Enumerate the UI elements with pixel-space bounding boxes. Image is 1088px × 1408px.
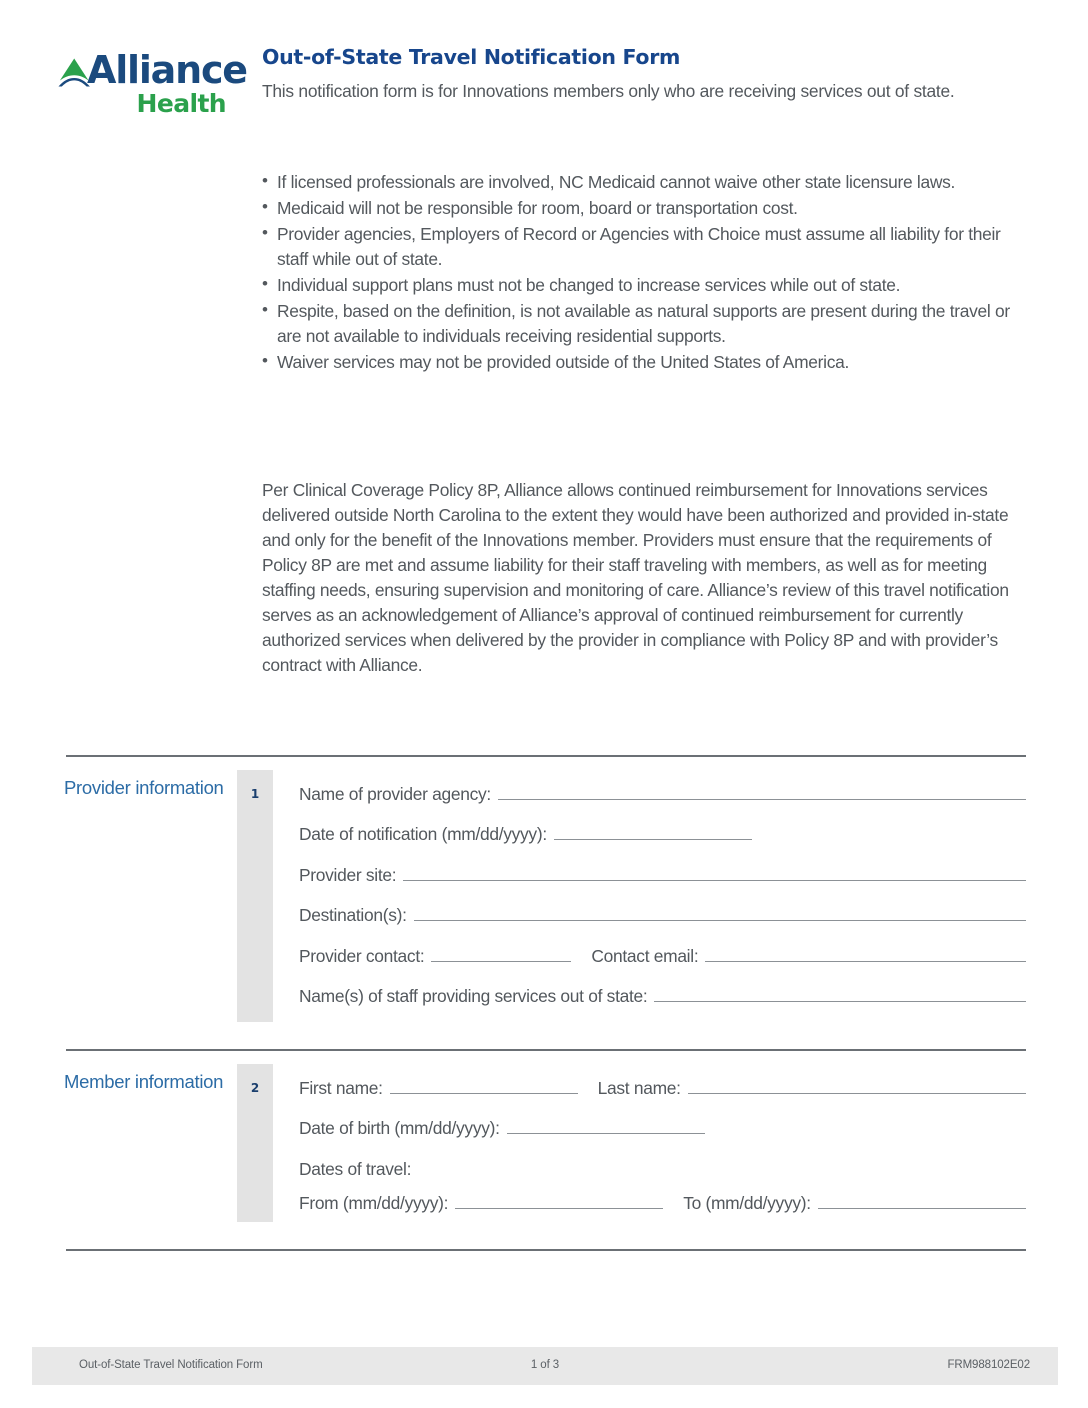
travel-from-input[interactable] [455, 1197, 663, 1209]
field-date-of-birth[interactable] [299, 1120, 1026, 1137]
member-fields [299, 1080, 1026, 1213]
last-name-input[interactable] [688, 1082, 1026, 1094]
field-label: To (mm/dd/yyyy): [683, 1193, 811, 1214]
date-of-birth-input[interactable] [507, 1122, 705, 1134]
field-label: Provider site: [299, 864, 397, 885]
requirements-bullet-list [262, 170, 1022, 377]
field-provider-site[interactable] [299, 864, 1026, 885]
member-information-section [0, 1064, 1088, 1244]
contact-email-input[interactable] [705, 950, 1026, 962]
logo-subwordmark: Health [136, 89, 226, 119]
field-date-of-notification[interactable] [299, 826, 1026, 843]
first-name-input[interactable] [390, 1082, 578, 1094]
provider-site-input[interactable] [403, 869, 1026, 881]
field-label: First name: [299, 1078, 383, 1098]
field-label: Last name: [597, 1078, 681, 1098]
page-footer [32, 1347, 1058, 1385]
section-label-member: Member information [64, 1071, 224, 1092]
list-item: • Provider agencies, Employers of Record or Agencies with Choice must assume all liability for their staff while out of state. [262, 222, 1022, 272]
section-number: 1 [250, 787, 260, 801]
provider-agency-input[interactable] [498, 788, 1026, 800]
footer-form-name: Out-of-State Travel Notification Form [79, 1359, 263, 1371]
section-divider-middle [66, 1049, 1026, 1051]
field-travel-dates-row[interactable] [299, 1195, 1026, 1212]
section-number-bar-provider [237, 770, 273, 1022]
provider-information-section [0, 770, 1088, 1040]
field-label: Contact email: [591, 945, 699, 966]
alliance-health-logo [57, 48, 247, 119]
page-title: Out-of-State Travel Notification Form [262, 45, 681, 69]
document-header [0, 46, 1088, 166]
staff-names-input[interactable] [654, 990, 1026, 1002]
field-label: Date of birth (mm/dd/yyyy): [299, 1118, 500, 1139]
list-item: • Medicaid will not be responsible for room, board or transportation cost. [262, 196, 1022, 221]
field-staff-names[interactable] [299, 988, 1026, 1005]
list-item: • If licensed professionals are involved, NC Medicaid cannot waive other state licensure laws. [262, 170, 1022, 195]
provider-contact-input[interactable] [431, 950, 571, 962]
provider-fields [299, 786, 1026, 1005]
section-label-provider: Provider information [64, 777, 224, 798]
list-item: • Individual support plans must not be changed to increase services while out of state. [262, 273, 1022, 298]
list-item: • Waiver services may not be provided outside of the United States of America. [262, 350, 1022, 375]
travel-to-input[interactable] [818, 1197, 1026, 1209]
footer-form-code: FRM988102E02 [947, 1359, 1030, 1371]
field-label: Provider contact: [299, 945, 425, 966]
destinations-input[interactable] [414, 909, 1026, 921]
section-number-bar-member [237, 1064, 273, 1222]
logo-primary-row [57, 48, 247, 92]
field-destinations[interactable] [299, 907, 1026, 924]
field-label: Name(s) of staff providing services out of state: [299, 986, 648, 1007]
intro-paragraph: This notification form is for Innovations members only who are receiving services out of state. [262, 80, 955, 101]
field-label: Date of notification (mm/dd/yyyy): [299, 824, 547, 845]
date-of-notification-input[interactable] [554, 828, 752, 840]
alliance-a-mark-icon [57, 56, 91, 89]
section-number: 2 [250, 1081, 260, 1095]
logo-wordmark: Alliance [87, 48, 247, 92]
field-provider-contact-row[interactable] [299, 945, 1026, 966]
section-divider-bottom [66, 1249, 1026, 1251]
field-label: Name of provider agency: [299, 784, 491, 804]
field-name-row[interactable] [299, 1080, 1026, 1097]
title-column [262, 46, 1022, 103]
section-divider-top [66, 755, 1026, 757]
field-label: From (mm/dd/yyyy): [299, 1193, 449, 1214]
dates-of-travel-heading: Dates of travel: [299, 1158, 412, 1179]
field-label: Destination(s): [299, 905, 407, 926]
list-item: • Respite, based on the definition, is not available as natural supports are present during the travel or are not available to individuals receiving residential supports. [262, 299, 1022, 349]
policy-paragraph: Per Clinical Coverage Policy 8P, Alliance allows continued reimbursement for Innovations services delivered outside North Carolina to the extent they would have been authorized and provided in-state and only for the benefit of the Innovations member. Providers must ensure that the requirements of Policy 8P are met and assume liability for their staff traveling with members, as well as for meeting staffing needs, ensuring supervision and monitoring of care. Alliance’s review of this travel notification serves as an acknowledgement of Alliance’s approval of continued reimbursement for currently authorized services when delivered by the provider in compliance with Policy 8P and with provider’s contract with Alliance. [262, 480, 1009, 676]
field-name-of-provider-agency[interactable] [299, 786, 1026, 803]
footer-page-number: 1 of 3 [530, 1359, 560, 1371]
